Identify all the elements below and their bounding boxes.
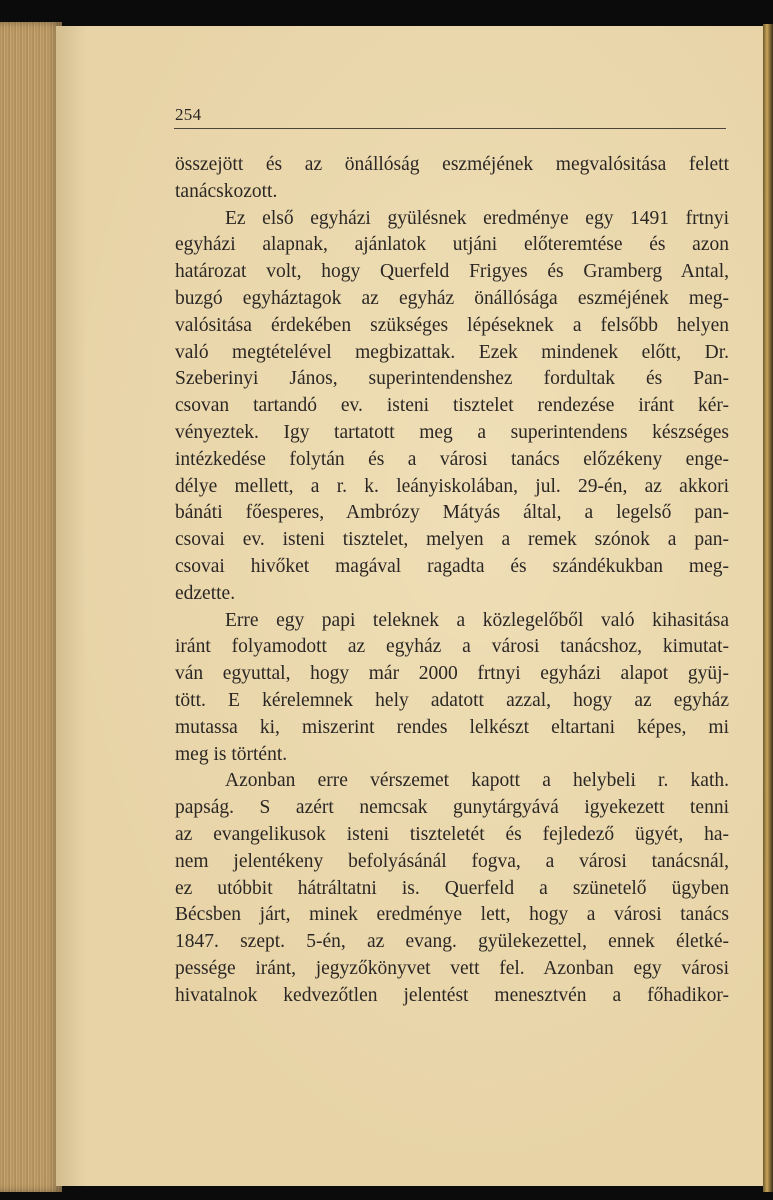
text-line: edzette.: [175, 582, 236, 604]
binding-edge: [763, 24, 773, 1192]
text-line: buzgó egyháztagok az egyház önállósága eszméjének meg-: [175, 287, 729, 309]
text-line: iránt folyamodott az egyház a városi tanácshoz, kimutat-: [175, 636, 729, 658]
text-line: mutassa ki, miszerint rendes lelkészt eltartani képes, mi: [175, 716, 729, 738]
text-line: összejött és az önállóság eszméjének megvalósitása felett: [175, 154, 729, 175]
text-line: vényeztek. Igy tartatott meg a superintendens készséges: [175, 421, 729, 443]
text-line: egyházi alapnak, ajánlatok utjáni előteremtése és azon: [175, 234, 729, 256]
body-text: [175, 152, 729, 1010]
text-line: 1847. szept. 5-én, az evang. gyülekezettel, ennek életké-: [175, 931, 729, 953]
text-line: csovai hivőket magával ragadta és szándékukban meg-: [175, 555, 729, 577]
page-number: 254: [175, 105, 202, 124]
text-line: tanácskozott.: [175, 180, 278, 202]
text-line: meg is történt.: [175, 743, 288, 765]
text-line: Ez első egyházi gyülésnek eredménye egy 1491 frtnyi: [225, 207, 729, 229]
text-line: pessége iránt, jegyzőkönyvet vett fel. Azonban egy városi: [175, 957, 729, 979]
text-line: papság. S azért nemcsak gunytárgyává igyekezett tenni: [175, 797, 729, 819]
text-line: ván egyuttal, hogy már 2000 frtnyi egyházi alapot gyüj-: [175, 663, 729, 685]
text-line: intézkedése folytán és a városi tanács előzékeny enge-: [175, 448, 729, 470]
text-line: tött. E kérelemnek hely adatott azzal, hogy az egyház: [175, 689, 729, 711]
text-line: az evangelikusok isteni tiszteletét és fejledező ügyét, ha-: [175, 823, 729, 845]
header-rule: [174, 128, 726, 129]
text-line: nem jelentékeny befolyásánál fogva, a városi tanácsnál,: [175, 850, 729, 872]
text-line: Bécsben járt, minek eredménye lett, hogy a városi tanács: [175, 904, 729, 926]
text-line: határozat volt, hogy Querfeld Frigyes és Gramberg Antal,: [175, 261, 729, 283]
text-line: csovai ev. isteni tisztelet, melyen a remek szónok a pan-: [175, 529, 729, 551]
text-line: Azonban erre vérszemet kapott a helybeli r. kath.: [225, 770, 729, 792]
text-line: valósitása érdekében szükséges lépéseknek a felsőbb helyen: [175, 314, 729, 336]
text-line: hivatalnok kedvezőtlen jelentést menesztvén a főhadikor-: [175, 984, 729, 1006]
text-line: Szeberinyi János, superintendenshez fordultak és Pan-: [175, 368, 729, 390]
text-line: való megtételével megbizattak. Ezek mindenek előtt, Dr.: [175, 341, 729, 363]
page-edges: [0, 22, 62, 1192]
text-line: ez utóbbit hátráltatni is. Querfeld a szünetelő ügyben: [175, 877, 729, 899]
text-line: bánáti főesperes, Ambrózy Mátyás által, a legelső pan-: [175, 502, 729, 524]
text-line: csovan tartandó ev. isteni tisztelet rendezése iránt kér-: [175, 395, 729, 417]
text-line: délye mellett, a r. k. leányiskolában, jul. 29-én, az akkori: [175, 475, 729, 497]
text-line: Erre egy papi teleknek a közlegelőből való kihasitása: [225, 609, 729, 631]
